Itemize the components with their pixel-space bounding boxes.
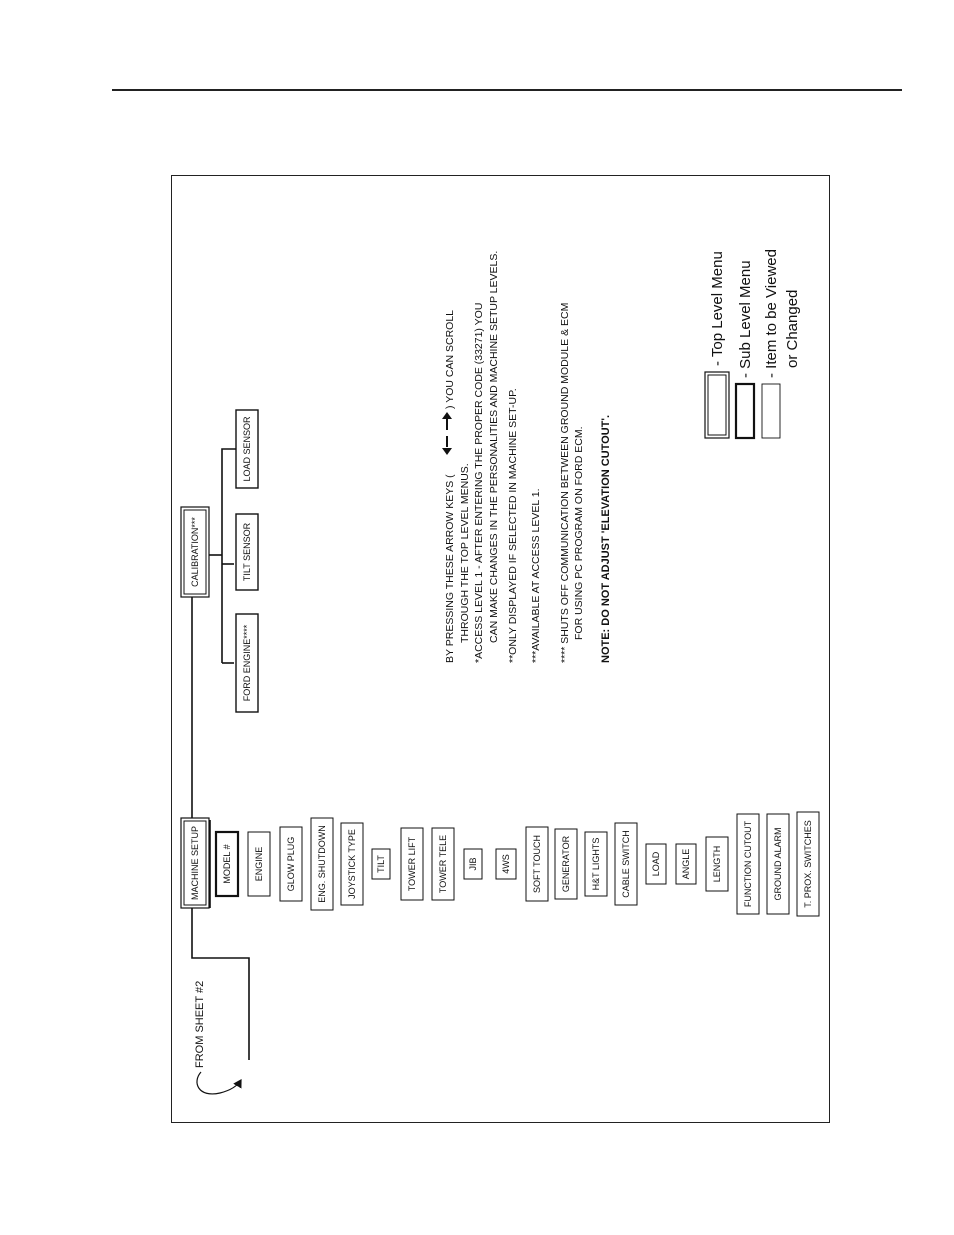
calibration-node <box>181 507 209 597</box>
item-angle: ANGLE <box>681 848 691 880</box>
item-ground-alarm: GROUND ALARM <box>773 827 783 901</box>
note-line-1b: ) YOU CAN SCROLL <box>444 310 456 409</box>
item-4ws: 4WS <box>501 854 511 874</box>
item-ht-lights: H&T LIGHTS <box>591 837 601 891</box>
item-ford-engine: FORD ENGINE**** <box>242 624 252 702</box>
machine-setup-node <box>181 818 209 908</box>
item-soft-touch: SOFT TOUCH <box>532 834 542 894</box>
note-line-2: THROUGH THE TOP LEVEL MENUS. <box>459 463 471 643</box>
item-load-sensor: LOAD SENSOR <box>242 416 252 482</box>
item-load: LOAD <box>651 851 661 877</box>
note-line-8: FOR USING PC PROGRAM ON FORD ECM. <box>573 426 585 640</box>
legend-item-label-2: or Changed <box>784 289 801 368</box>
item-glow-plug: GLOW PLUG <box>286 836 296 892</box>
notes-block <box>442 251 612 663</box>
item-eng-shutdown: ENG. SHUTDOWN <box>317 825 327 903</box>
item-cable-switch: CABLE SWITCH <box>621 830 631 898</box>
source-label: FROM SHEET #2 <box>194 980 206 1068</box>
note-line-5: **ONLY DISPLAYED IF SELECTED IN MACHINE SET-UP. <box>507 388 519 663</box>
item-joystick-type: JOYSTICK TYPE <box>347 829 357 899</box>
item-tower-lift: TOWER LIFT <box>407 836 417 892</box>
item-tower-tele: TOWER TELE <box>438 834 448 894</box>
item-generator: GENERATOR <box>561 835 571 893</box>
note-line-1: BY PRESSING THESE ARROW KEYS ( <box>444 474 456 663</box>
item-engine: ENGINE <box>254 846 264 882</box>
note-line-3: *ACCESS LEVEL 1 - AFTER ENTERING THE PROPER CODE (33271) YOU <box>473 302 485 663</box>
item-t-prox-switches: T. PROX. SWITCHES <box>803 820 813 908</box>
item-tilt: TILT <box>376 855 386 873</box>
item-length: LENGTH <box>712 845 722 883</box>
note-line-9: NOTE: DO NOT ADJUST 'ELEVATION CUTOUT'. <box>600 414 612 663</box>
note-line-7: **** SHUTS OFF COMMUNICATION BETWEEN GROUND MODULE & ECM <box>559 302 571 663</box>
legend-top-swatch <box>705 372 729 438</box>
note-line-6: ***AVAILABLE AT ACCESS LEVEL 1. <box>530 488 542 663</box>
item-tilt-sensor: TILT SENSOR <box>242 522 252 582</box>
legend-sub-label: - Sub Level Menu <box>737 260 754 378</box>
note-line-4: CAN MAKE CHANGES IN THE PERSONALITIES AND MACHINE SETUP LEVELS. <box>488 250 500 643</box>
model-label: MODEL # <box>222 844 232 884</box>
legend-top-label: - Top Level Menu <box>709 251 726 366</box>
model-node <box>216 832 238 896</box>
machine-setup-label: MACHINE SETUP <box>190 825 200 901</box>
legend <box>705 249 801 438</box>
legend-item-label-1: - Item to be Viewed <box>763 249 780 378</box>
source-arrow <box>197 1072 241 1094</box>
legend-sub-swatch <box>736 384 754 438</box>
calibration-label: CALIBRATION*** <box>190 517 200 587</box>
calibration-item-labels <box>242 416 252 701</box>
item-function-cutout: FUNCTION CUTOUT <box>743 820 753 908</box>
item-jib: JIB <box>468 857 478 871</box>
arrow-keys-icon <box>442 412 452 455</box>
legend-item-swatch <box>762 384 780 438</box>
